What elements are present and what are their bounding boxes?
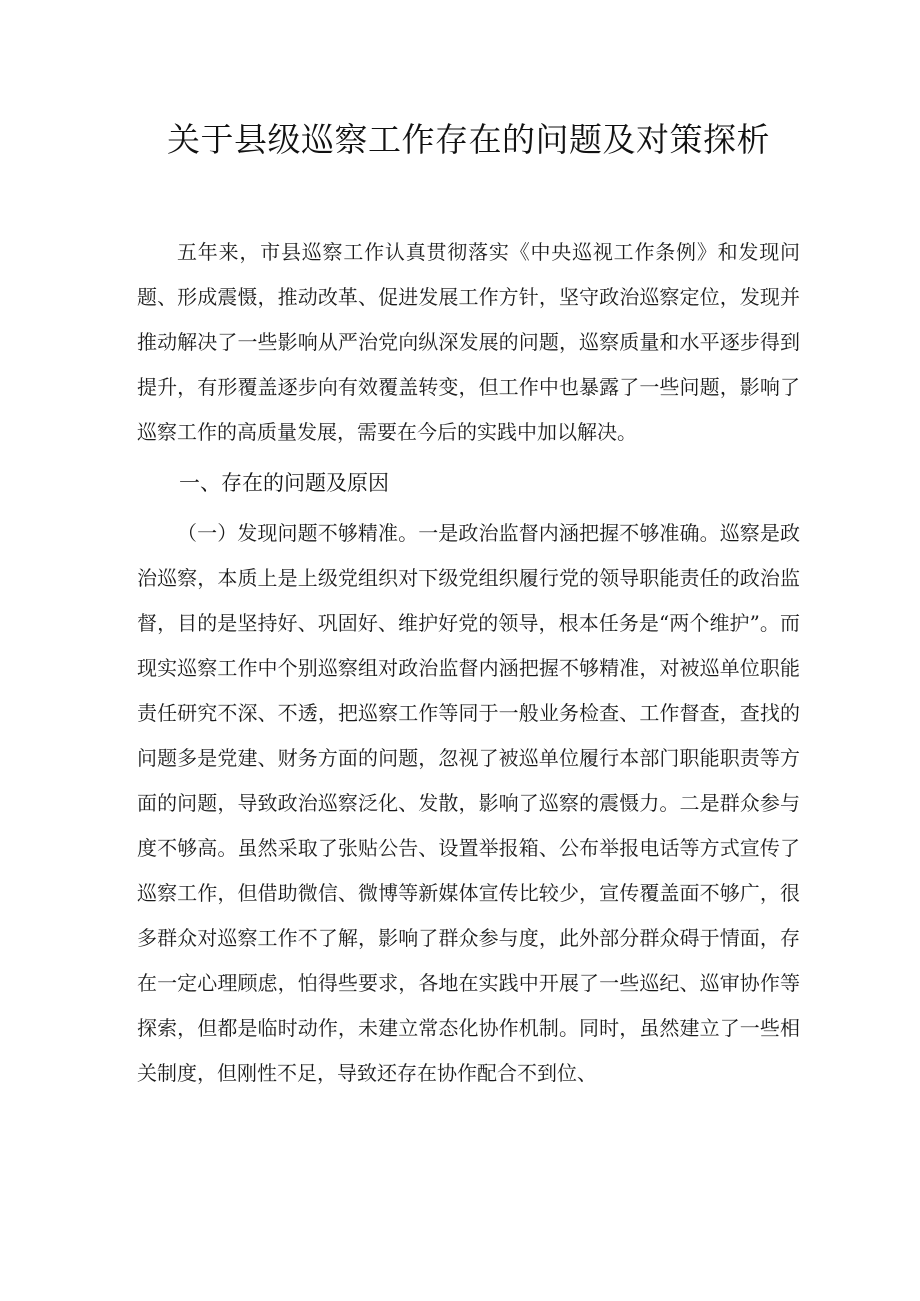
- section-paragraph: （一）发现问题不够精准。一是政治监督内涵把握不够准确。巡察是政治巡察，本质上是上级党组织对下级党组织履行党的领导职能责任的政治监督，目的是坚持好、巩固好、维护好党的领导，根本任务是“两个维护”。而现实巡察工作中个别巡察组对政治监督内涵把握不够精准，对被巡单位职能责任研究不深、不透，把巡察工作等同于一般业务检查、工作督查，查找的问题多是党建、财务方面的问题，忽视了被巡单位履行本部门职能职责等方面的问题，导致政治巡察泛化、发散，影响了巡察的震慑力。二是群众参与度不够高。虽然采取了张贴公告、设置举报箱、公布举报电话等方式宣传了巡察工作，但借助微信、微博等新媒体宣传比较少，宣传覆盖面不够广，很多群众对巡察工作不了解，影响了群众参与度，此外部分群众碍于情面，存在一定心理顾虑，怕得些要求，各地在实践中开展了一些巡纪、巡审协作等探索，但都是临时动作，未建立常态化协作机制。同时，虽然建立了一些相关制度，但刚性不足，导致还存在协作配合不到位、: [137, 521, 800, 1085]
- document-body: [137, 230, 800, 1096]
- document-title: 关于县级巡察工作存在的问题及对策探析: [167, 120, 770, 159]
- intro-paragraph: 五年来，市县巡察工作认真贯彻落实《中央巡视工作条例》和发现问题、形成震慑，推动改革、促进发展工作方针，坚守政治巡察定位，发现并推动解决了一些影响从严治党向纵深发展的问题，巡察质量和水平逐步得到提升，有形覆盖逐步向有效覆盖转变，但工作中也暴露了一些问题，影响了巡察工作的高质量发展，需要在今后的实践中加以解决。: [137, 240, 800, 444]
- section-heading: 一、存在的问题及原因: [179, 471, 389, 495]
